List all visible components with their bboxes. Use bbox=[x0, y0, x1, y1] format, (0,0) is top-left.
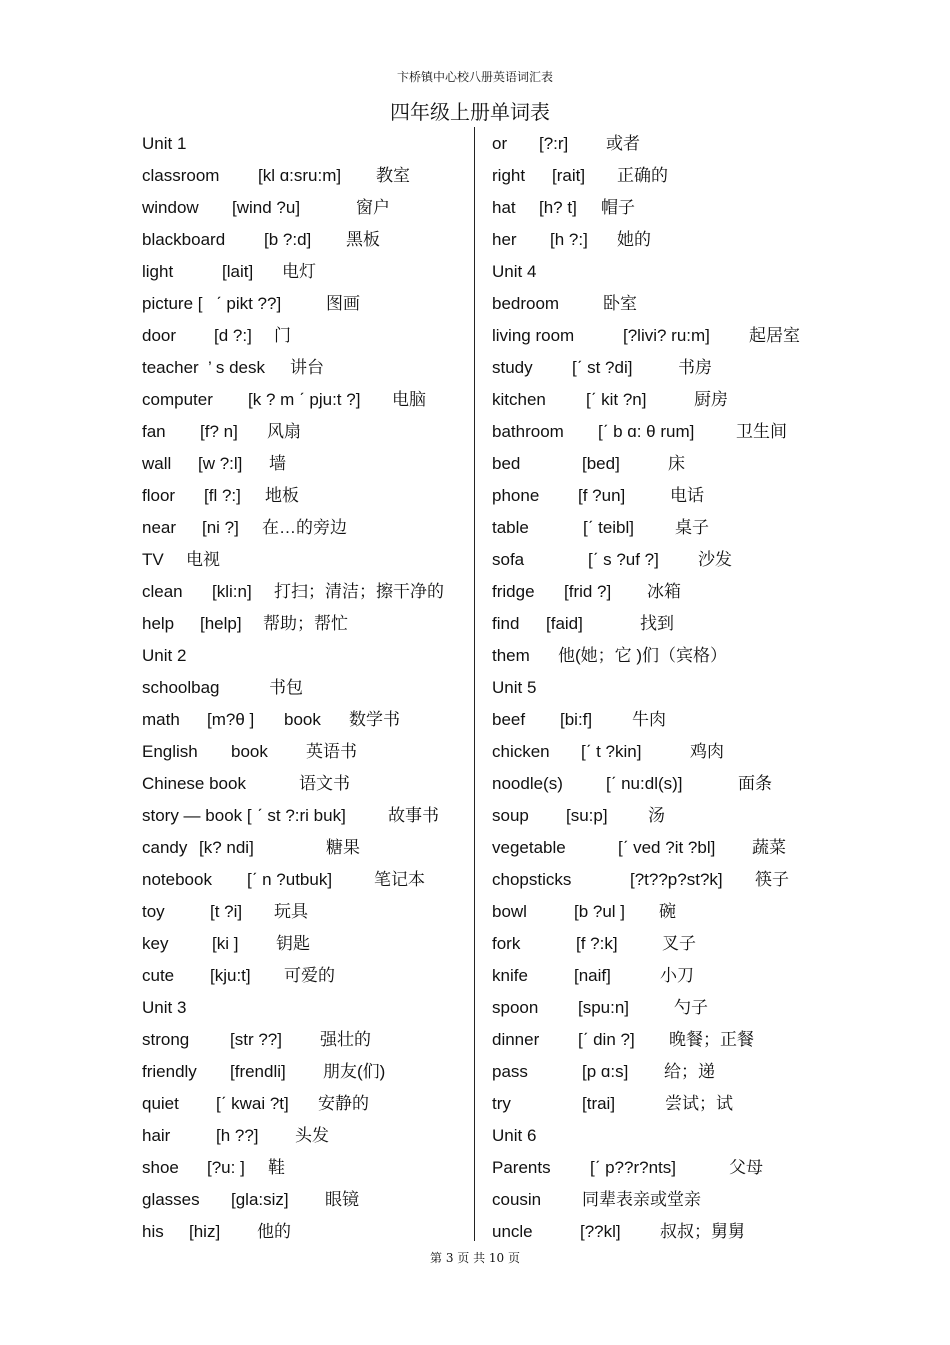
meaning: 汤 bbox=[648, 806, 665, 825]
vocab-row bbox=[142, 960, 467, 992]
phonetic: book bbox=[231, 742, 268, 761]
meaning: 同辈表亲或堂亲 bbox=[582, 1190, 701, 1209]
word: chicken bbox=[492, 742, 550, 761]
meaning: 语文书 bbox=[299, 774, 350, 793]
phonetic: ˊ st ?:ri buk] bbox=[257, 806, 346, 825]
phonetic: [ˊ st ?di] bbox=[572, 358, 633, 377]
page-footer: 第 3 页 共 10 页 bbox=[430, 1251, 520, 1265]
vocab-row bbox=[492, 832, 872, 864]
meaning: 鸡肉 bbox=[690, 742, 724, 761]
meaning: 笔记本 bbox=[374, 870, 425, 889]
word: hair bbox=[142, 1126, 171, 1145]
word: candy bbox=[142, 838, 188, 857]
vocab-row bbox=[142, 544, 467, 576]
phonetic: [f? n] bbox=[200, 422, 238, 441]
phonetic: [??kl] bbox=[580, 1222, 621, 1241]
word: knife bbox=[492, 966, 528, 985]
word: living room bbox=[492, 326, 575, 345]
meaning: 尝试；试 bbox=[665, 1094, 733, 1113]
meaning: 黑板 bbox=[346, 230, 380, 249]
phonetic: [su:p] bbox=[566, 806, 608, 825]
vocab-row bbox=[492, 576, 872, 608]
word: Unit 3 bbox=[142, 998, 187, 1017]
vocab-row bbox=[492, 448, 872, 480]
vocab-row bbox=[492, 544, 872, 576]
word: vegetable bbox=[492, 838, 566, 857]
word: dinner bbox=[492, 1030, 540, 1049]
vocab-row bbox=[142, 160, 467, 192]
vocab-row bbox=[492, 160, 872, 192]
page-title: 四年级上册单词表 bbox=[390, 100, 550, 124]
phonetic: [bi:f] bbox=[560, 710, 593, 729]
meaning: 数学书 bbox=[349, 710, 400, 729]
vocab-row bbox=[492, 992, 872, 1024]
word: quiet bbox=[142, 1094, 179, 1113]
phonetic: [h ??] bbox=[216, 1126, 259, 1145]
phonetic: [faid] bbox=[546, 614, 583, 633]
vocab-row bbox=[142, 704, 467, 736]
vocab-row bbox=[142, 352, 467, 384]
phonetic: [?t??p?st?k] bbox=[630, 870, 723, 889]
word: shoe bbox=[142, 1158, 179, 1177]
phonetic: [b ?:d] bbox=[264, 230, 312, 249]
word: bowl bbox=[492, 902, 527, 921]
vocab-row bbox=[492, 128, 872, 160]
phonetic: [frendli] bbox=[230, 1062, 286, 1081]
meaning: 他的 bbox=[257, 1222, 291, 1241]
word: try bbox=[492, 1094, 511, 1113]
vocab-row bbox=[142, 800, 467, 832]
phonetic: [rait] bbox=[552, 166, 586, 185]
word: fridge bbox=[492, 582, 535, 601]
meaning: 眼镜 bbox=[325, 1190, 359, 1209]
word: Unit 5 bbox=[492, 678, 537, 697]
meaning: 小刀 bbox=[660, 966, 694, 985]
phonetic: [?:r] bbox=[539, 134, 569, 153]
word: floor bbox=[142, 486, 176, 505]
vocab-row bbox=[142, 480, 467, 512]
word: table bbox=[492, 518, 529, 537]
vocab-row bbox=[142, 864, 467, 896]
word: computer bbox=[142, 390, 213, 409]
vocab-row bbox=[492, 288, 872, 320]
vocab-row bbox=[492, 960, 872, 992]
vocab-row bbox=[492, 1024, 872, 1056]
phonetic: [ni ?] bbox=[202, 518, 239, 537]
phonetic: [help] bbox=[200, 614, 242, 633]
meaning: 床 bbox=[668, 454, 685, 473]
word: help bbox=[142, 614, 175, 633]
vocab-row bbox=[142, 928, 467, 960]
vocab-row bbox=[492, 608, 872, 640]
meaning: 勺子 bbox=[674, 998, 708, 1017]
word: soup bbox=[492, 806, 529, 825]
word: Chinese book bbox=[142, 774, 246, 793]
vocab-row bbox=[142, 288, 467, 320]
vocab-row bbox=[142, 1216, 467, 1248]
meaning: 他(她；它 )们（宾格） bbox=[558, 646, 728, 665]
meaning: 打扫；清洁；擦干净的 bbox=[274, 582, 444, 601]
word: bedroom bbox=[492, 294, 560, 313]
meaning: 教室 bbox=[376, 166, 410, 185]
meaning: 正确的 bbox=[617, 166, 668, 185]
vocab-row bbox=[142, 608, 467, 640]
word: cousin bbox=[492, 1190, 542, 1209]
word: Unit 4 bbox=[492, 262, 537, 281]
unit-heading bbox=[492, 256, 872, 288]
phonetic: [k? ndi] bbox=[199, 838, 254, 857]
phonetic: [lait] bbox=[222, 262, 254, 281]
word: noodle(s) bbox=[492, 774, 563, 793]
vocab-row bbox=[142, 320, 467, 352]
vocab-row bbox=[142, 1056, 467, 1088]
meaning: 牛肉 bbox=[632, 710, 666, 729]
word: window bbox=[142, 198, 199, 217]
vocab-row bbox=[142, 736, 467, 768]
word: bed bbox=[492, 454, 521, 473]
meaning: 讲台 bbox=[290, 358, 324, 377]
vocab-row bbox=[492, 704, 872, 736]
word: wall bbox=[142, 454, 172, 473]
vocab-row bbox=[142, 832, 467, 864]
right-column bbox=[492, 128, 872, 1248]
word: his bbox=[142, 1222, 164, 1241]
vocab-row bbox=[492, 512, 872, 544]
word: Unit 6 bbox=[492, 1126, 537, 1145]
phonetic: [m?θ ] bbox=[207, 710, 255, 729]
meaning: 书包 bbox=[269, 678, 303, 697]
word: key bbox=[142, 934, 169, 953]
word: find bbox=[492, 614, 520, 633]
phonetic: [ˊ kwai ?t] bbox=[216, 1094, 289, 1113]
meaning: 叉子 bbox=[662, 934, 696, 953]
meaning: 蔬菜 bbox=[752, 838, 786, 857]
word: or bbox=[492, 134, 508, 153]
word: study bbox=[492, 358, 533, 377]
meaning: 给；递 bbox=[664, 1062, 715, 1081]
vocab-row bbox=[492, 1088, 872, 1120]
meaning: 桌子 bbox=[675, 518, 709, 537]
word: cute bbox=[142, 966, 175, 985]
word: light bbox=[142, 262, 174, 281]
meaning: 门 bbox=[274, 326, 291, 345]
meaning: 窗户 bbox=[356, 198, 390, 217]
phonetic: [b ?ul ] bbox=[574, 902, 626, 921]
meaning: 晚餐；正餐 bbox=[669, 1030, 754, 1049]
meaning: 强壮的 bbox=[320, 1030, 371, 1049]
vocab-row bbox=[492, 1152, 872, 1184]
meaning: 朋友(们) bbox=[323, 1062, 386, 1081]
vocab-row bbox=[142, 576, 467, 608]
meaning: 电视 bbox=[186, 550, 220, 569]
phonetic: ˊ pikt ??] bbox=[216, 294, 282, 313]
meaning: 钥匙 bbox=[276, 934, 310, 953]
vocab-row bbox=[142, 896, 467, 928]
phonetic: [hiz] bbox=[189, 1222, 221, 1241]
meaning: 安静的 bbox=[318, 1094, 369, 1113]
phonetic: [ˊ ved ?it ?bl] bbox=[618, 838, 716, 857]
vocab-row bbox=[142, 224, 467, 256]
word: them bbox=[492, 646, 530, 665]
word: kitchen bbox=[492, 390, 546, 409]
phonetic: [d ?:] bbox=[214, 326, 252, 345]
vocab-row bbox=[492, 224, 872, 256]
vocab-row bbox=[142, 416, 467, 448]
vocab-row bbox=[142, 1152, 467, 1184]
meaning: 卫生间 bbox=[736, 422, 787, 441]
phonetic: [kli:n] bbox=[212, 582, 252, 601]
word: story — book [ bbox=[142, 806, 252, 825]
meaning: 找到 bbox=[640, 614, 674, 633]
word: near bbox=[142, 518, 177, 537]
phonetic: [f ?:k] bbox=[576, 934, 618, 953]
meaning: 故事书 bbox=[388, 806, 439, 825]
phonetic: [h ?:] bbox=[550, 230, 588, 249]
phonetic: [kju:t] bbox=[210, 966, 251, 985]
vocab-row bbox=[142, 512, 467, 544]
unit-heading bbox=[142, 992, 467, 1024]
meaning: 玩具 bbox=[274, 902, 308, 921]
word: beef bbox=[492, 710, 526, 729]
vocab-row bbox=[492, 480, 872, 512]
vocab-row bbox=[142, 768, 467, 800]
page-header: 卞桥镇中心校八册英语词汇表 bbox=[396, 70, 553, 84]
vocab-row bbox=[492, 192, 872, 224]
word: notebook bbox=[142, 870, 212, 889]
word: chopsticks bbox=[492, 870, 572, 889]
word: Parents bbox=[492, 1158, 551, 1177]
meaning: 帽子 bbox=[601, 198, 635, 217]
vocab-row bbox=[142, 1024, 467, 1056]
word: uncle bbox=[492, 1222, 533, 1241]
meaning: 电话 bbox=[670, 486, 704, 505]
word: her bbox=[492, 230, 517, 249]
word: TV bbox=[142, 550, 164, 569]
phonetic: [k ? m ˊ pju:t ?] bbox=[248, 390, 361, 409]
phonetic: [spu:n] bbox=[578, 998, 630, 1017]
phonetic: [fl ?:] bbox=[204, 486, 241, 505]
unit-heading bbox=[142, 128, 467, 160]
phonetic: [naif] bbox=[574, 966, 611, 985]
vocab-row bbox=[492, 352, 872, 384]
word: door bbox=[142, 326, 177, 345]
phonetic: [t ?i] bbox=[210, 902, 243, 921]
meaning: 电灯 bbox=[282, 262, 316, 281]
column-divider bbox=[474, 127, 475, 1241]
vocab-row bbox=[492, 320, 872, 352]
meaning: 风扇 bbox=[267, 422, 301, 441]
word: toy bbox=[142, 902, 165, 921]
phonetic: [gla:siz] bbox=[231, 1190, 289, 1209]
meaning: 图画 bbox=[326, 294, 360, 313]
meaning: 鞋 bbox=[268, 1158, 285, 1177]
phonetic: [frid ?] bbox=[564, 582, 612, 601]
vocab-row bbox=[492, 384, 872, 416]
meaning: 可爱的 bbox=[284, 966, 335, 985]
meaning: 帮助；帮忙 bbox=[263, 614, 348, 633]
word: sofa bbox=[492, 550, 525, 569]
meaning: 墙 bbox=[269, 454, 286, 473]
meaning: 在…的旁边 bbox=[262, 518, 347, 537]
vocab-row bbox=[492, 768, 872, 800]
unit-heading bbox=[142, 640, 467, 672]
vocab-row bbox=[492, 416, 872, 448]
meaning: 书房 bbox=[678, 358, 712, 377]
vocab-row bbox=[492, 800, 872, 832]
phonetic: [trai] bbox=[582, 1094, 616, 1113]
word: glasses bbox=[142, 1190, 200, 1209]
word-part: book bbox=[284, 710, 321, 729]
word: math bbox=[142, 710, 180, 729]
phonetic: [ki ] bbox=[212, 934, 239, 953]
word: classroom bbox=[142, 166, 220, 185]
word: phone bbox=[492, 486, 540, 505]
phonetic: [wind ?u] bbox=[232, 198, 301, 217]
phonetic: [ˊ kit ?n] bbox=[586, 390, 647, 409]
word: fork bbox=[492, 934, 521, 953]
meaning: 地板 bbox=[265, 486, 299, 505]
left-column bbox=[142, 128, 467, 1248]
phonetic: [kl ɑ:sru:m] bbox=[258, 166, 342, 185]
word: spoon bbox=[492, 998, 539, 1017]
phonetic: [p ɑ:s] bbox=[582, 1062, 629, 1081]
phonetic: [f ?un] bbox=[578, 486, 626, 505]
phonetic: [?livi? ru:m] bbox=[623, 326, 710, 345]
vocab-row bbox=[492, 736, 872, 768]
unit-heading bbox=[492, 672, 872, 704]
word: clean bbox=[142, 582, 183, 601]
phonetic: [ˊ b ɑ: θ rum] bbox=[598, 422, 695, 441]
vocab-row bbox=[492, 1056, 872, 1088]
meaning: 头发 bbox=[295, 1126, 329, 1145]
vocab-row bbox=[492, 928, 872, 960]
meaning: 或者 bbox=[606, 134, 640, 153]
word: blackboard bbox=[142, 230, 226, 249]
word: bathroom bbox=[492, 422, 564, 441]
phonetic: [ˊ din ?] bbox=[578, 1030, 635, 1049]
meaning: 冰箱 bbox=[647, 582, 681, 601]
vocab-row bbox=[142, 1088, 467, 1120]
vocab-row bbox=[142, 1120, 467, 1152]
meaning: 叔叔；舅舅 bbox=[660, 1222, 745, 1241]
vocab-row bbox=[142, 672, 467, 704]
meaning: 面条 bbox=[738, 774, 772, 793]
phonetic: [str ??] bbox=[230, 1030, 282, 1049]
meaning: 糖果 bbox=[326, 838, 360, 857]
vocab-row bbox=[142, 384, 467, 416]
meaning: 沙发 bbox=[698, 550, 732, 569]
phonetic: [ˊ teibl] bbox=[583, 518, 635, 537]
vocab-row bbox=[142, 1184, 467, 1216]
meaning: 电脑 bbox=[392, 390, 426, 409]
vocab-row bbox=[142, 256, 467, 288]
word: fan bbox=[142, 422, 166, 441]
word: teacher bbox=[142, 358, 199, 377]
unit-heading bbox=[492, 1120, 872, 1152]
vocab-row bbox=[492, 640, 872, 672]
vocab-row bbox=[492, 896, 872, 928]
meaning: 卧室 bbox=[603, 294, 637, 313]
phonetic: [ˊ n ?utbuk] bbox=[247, 870, 333, 889]
phonetic: [h? t] bbox=[539, 198, 577, 217]
phonetic: [w ?:l] bbox=[198, 454, 243, 473]
meaning: 她的 bbox=[617, 230, 651, 249]
word: right bbox=[492, 166, 526, 185]
vocab-row bbox=[142, 448, 467, 480]
meaning: 筷子 bbox=[755, 870, 789, 889]
meaning: 厨房 bbox=[694, 390, 728, 409]
vocab-row bbox=[492, 1184, 872, 1216]
phonetic: [ˊ s ?uf ?] bbox=[588, 550, 659, 569]
word: Unit 1 bbox=[142, 134, 187, 153]
meaning: 英语书 bbox=[306, 742, 357, 761]
meaning: 碗 bbox=[659, 902, 676, 921]
vocab-row bbox=[142, 192, 467, 224]
word: Unit 2 bbox=[142, 646, 187, 665]
vocab-row bbox=[492, 864, 872, 896]
phonetic: [bed] bbox=[582, 454, 620, 473]
word: friendly bbox=[142, 1062, 197, 1081]
vocab-row bbox=[492, 1216, 872, 1248]
meaning: 父母 bbox=[729, 1158, 763, 1177]
word: hat bbox=[492, 198, 516, 217]
meaning: 起居室 bbox=[749, 326, 800, 345]
phonetic: ’ s desk bbox=[208, 358, 266, 377]
phonetic: [ˊ p??r?nts] bbox=[590, 1158, 676, 1177]
word: English bbox=[142, 742, 198, 761]
phonetic: [ˊ t ?kin] bbox=[581, 742, 642, 761]
word: pass bbox=[492, 1062, 528, 1081]
word: picture [ bbox=[142, 294, 203, 313]
phonetic: [ˊ nu:dl(s)] bbox=[606, 774, 683, 793]
word: schoolbag bbox=[142, 678, 220, 697]
word: strong bbox=[142, 1030, 190, 1049]
phonetic: [?u: ] bbox=[207, 1158, 245, 1177]
